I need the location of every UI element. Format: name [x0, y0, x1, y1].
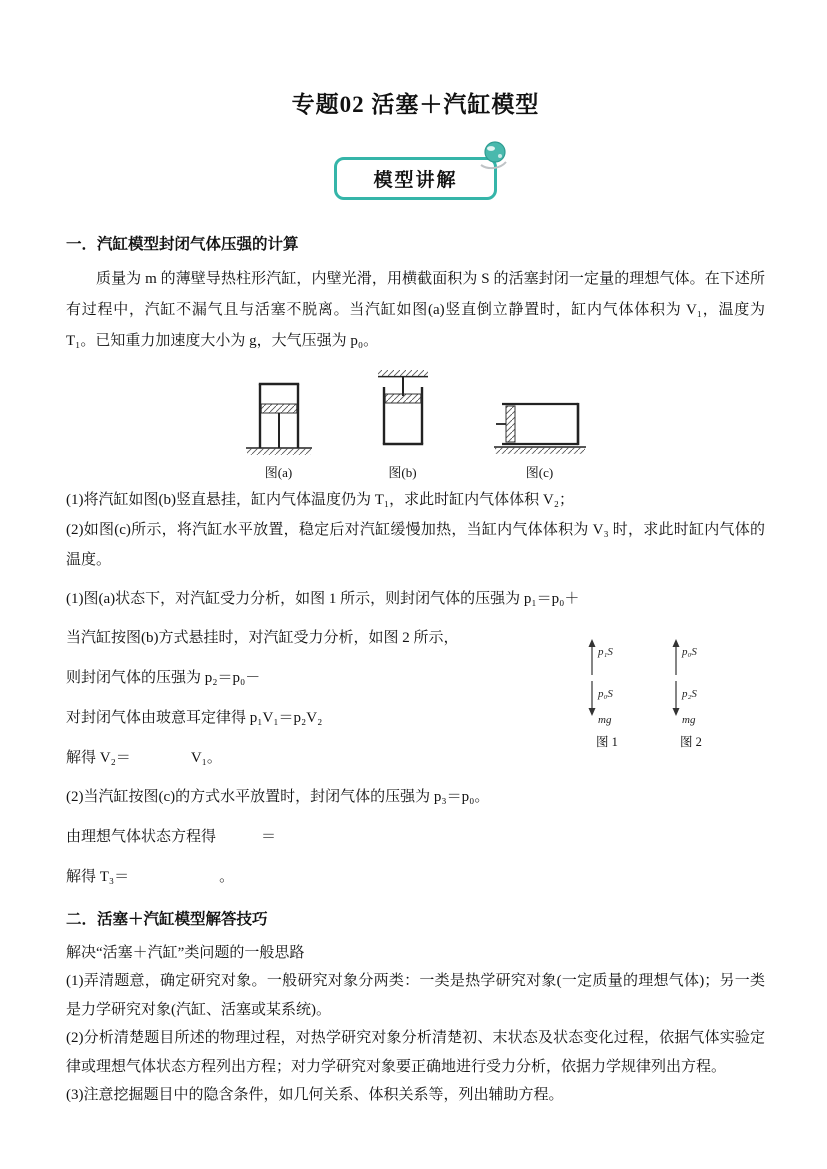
fd1-up-label: p₁S	[598, 645, 613, 658]
figure-b-caption: 图(b)	[388, 464, 417, 480]
figure-a	[246, 376, 312, 481]
solution-line-5: 解得 V₂＝ V₁。	[66, 749, 222, 766]
section2-line-2: (1)弄清题意，确定研究对象。一般研究对象分两类：一类是热学研究对象(一定质量的理想气体)；另一类是力学研究对象(汽缸、活塞或某系统)。	[66, 973, 765, 1018]
page-title: 专题02 活塞＋汽缸模型	[291, 92, 540, 117]
question-1: (1)将汽缸如图(b)竖直悬挂，缸内气体温度仍为 T₁，求此时缸内气体体积 V₂；	[66, 491, 574, 508]
section2-line-3: (2)分析清楚题目所述的物理过程，对热学研究对象分析清楚初、末状态及状态变化过程，依据气体实验定律或理想气体状态方程列出方程；对力学研究对象要正确地进行受力分析，依据力学规律列出方程。	[66, 1030, 765, 1075]
fd2-up-label: p₀S	[682, 645, 697, 658]
section1-heading: 一．汽缸模型封闭气体压强的计算	[66, 236, 299, 253]
figure-c-caption: 图(c)	[525, 464, 554, 480]
section2-heading: 二．活塞＋汽缸模型解答技巧	[66, 910, 268, 928]
section2-line-1: 解决“活塞＋汽缸”类问题的一般思路	[66, 944, 305, 961]
figure-a-caption: 图(a)	[264, 464, 293, 480]
question-2: (2)如图(c)所示，将汽缸水平放置，稳定后对汽缸缓慢加热，当缸内气体体积为 V₃ 时，求此时缸内气体的温度。	[66, 521, 765, 568]
force-diagram-1-caption: 图 1	[596, 734, 618, 749]
cylinder-figures	[66, 370, 765, 481]
fd2-weight-label: mg	[682, 713, 696, 726]
solution-line-7: 由理想气体状态方程得 ＝	[66, 829, 277, 846]
force-diagrams	[579, 635, 719, 750]
force-diagram-1-figure	[579, 635, 635, 727]
figure-c	[494, 390, 586, 481]
model-explain-badge	[334, 157, 496, 200]
figure-b	[370, 370, 436, 481]
force-diagram-1	[579, 635, 635, 750]
cylinder-b-diagram	[370, 370, 436, 456]
cylinder-c-diagram	[494, 390, 586, 456]
solution-line-4: 对封闭气体由玻意耳定律得 p₁V₁＝p₂V₂	[66, 709, 323, 726]
badge-label: 模型讲解	[373, 170, 458, 191]
fd1-down-label: p₀S	[598, 687, 613, 700]
problem-statement: 质量为 m 的薄壁导热柱形汽缸，内壁光滑，用横截面积为 S 的活塞封闭一定量的理想气体。在下述所有过程中，汽缸不漏气且与活塞不脱离。当汽缸如图(a)竖直倒立静置时，缸内气体体积为 V₁，温度为 T₁。已知重力加速度大小为 g，大气压强为 p₀。	[66, 271, 765, 350]
force-diagram-2-caption: 图 2	[680, 734, 702, 749]
cloud-ball-icon	[474, 140, 512, 180]
force-diagram-2	[663, 635, 719, 750]
badge-row	[66, 157, 765, 200]
fd2-down-label: p₂S	[682, 687, 697, 700]
solution-line-1: (1)图(a)状态下，对汽缸受力分析，如图 1 所示，则封闭气体的压强为 p₁＝p₀＋	[66, 590, 580, 607]
solution-block	[66, 589, 765, 889]
fd1-weight-label: mg	[598, 713, 612, 726]
solution-line-8: 解得 T₃＝ 。	[66, 868, 235, 885]
section2-line-4: (3)注意挖掘题目中的隐含条件，如几何关系、体积关系等，列出辅助方程。	[66, 1087, 564, 1104]
section-2	[66, 907, 765, 1110]
solution-line-6: (2)当汽缸按图(c)的方式水平放置时，封闭气体的压强为 p₃＝p₀。	[66, 789, 490, 806]
solution-line-3: 则封闭气体的压强为 p₂＝p₀－	[66, 670, 261, 687]
force-diagram-2-figure	[663, 635, 719, 727]
cylinder-a-diagram	[246, 376, 312, 456]
solution-line-2: 当汽缸按图(b)方式悬挂时，对汽缸受力分析，如图 2 所示，	[66, 630, 459, 647]
